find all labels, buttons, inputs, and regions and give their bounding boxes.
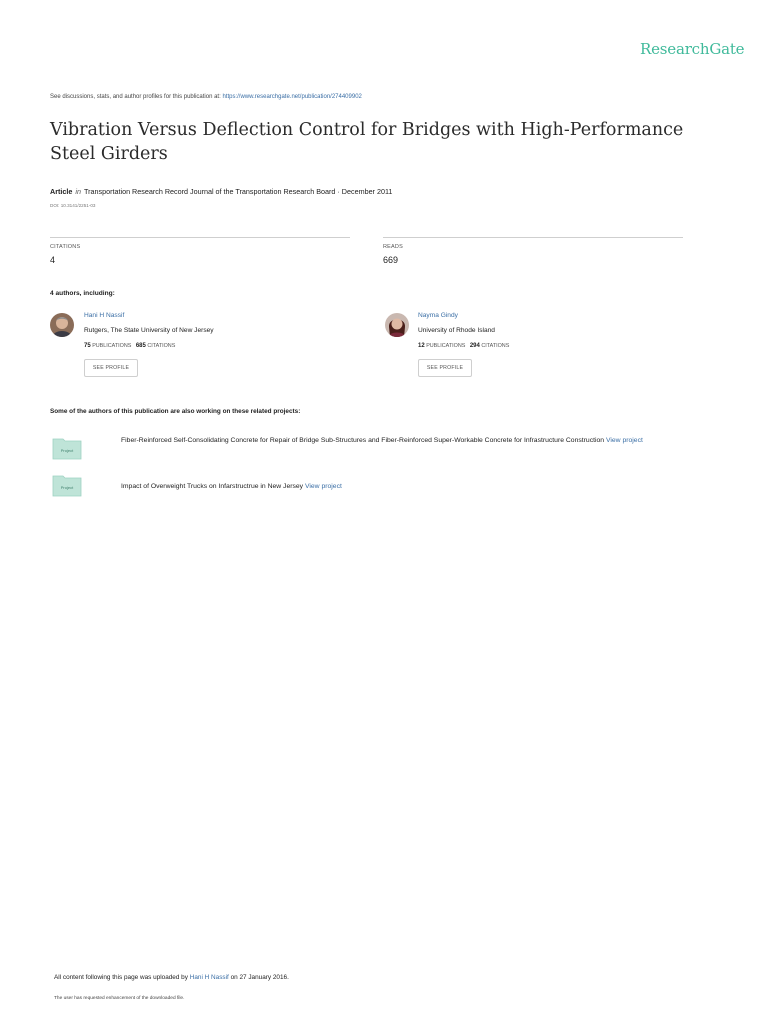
view-project-link[interactable]: View project xyxy=(605,437,643,444)
article-in: in xyxy=(75,187,81,196)
author-publications-label: PUBLICATIONS xyxy=(92,343,132,349)
project-icon-label: Project xyxy=(60,485,74,490)
enhancement-note: The user has requested enhancement of the downloaded file. xyxy=(54,996,185,1001)
project-icon xyxy=(52,436,82,460)
project-icon-label: Project xyxy=(60,448,74,453)
reads-value: 669 xyxy=(383,255,399,265)
author-citations-count: 685 xyxy=(135,343,146,349)
project-item xyxy=(121,434,701,447)
project-icon xyxy=(52,473,82,497)
reads-label: READS xyxy=(383,244,403,250)
author-publications-label: PUBLICATIONS xyxy=(426,343,466,349)
author-affiliation: University of Rhode Island xyxy=(418,327,495,334)
see-profile-button[interactable]: SEE PROFILE xyxy=(84,359,138,377)
author-citations-label: CITATIONS xyxy=(147,343,176,349)
upload-suffix: on 27 January 2016. xyxy=(228,974,289,981)
article-kind: Article xyxy=(50,187,73,196)
article-source xyxy=(50,187,392,196)
publication-title: Vibration Versus Deflection Control for Bridges with High-Performance Steel Girders xyxy=(50,120,684,164)
project-item xyxy=(121,480,701,493)
author-stats xyxy=(418,343,509,349)
authors-heading: 4 authors, including: xyxy=(50,290,115,297)
author-name-link[interactable]: Hani H Nassif xyxy=(84,312,125,319)
discussion-intro xyxy=(50,94,362,100)
avatar-hani-nassif[interactable] xyxy=(50,313,74,337)
researchgate-logo[interactable]: ResearchGate xyxy=(640,40,745,58)
see-profile-button[interactable]: SEE PROFILE xyxy=(418,359,472,377)
author-affiliation: Rutgers, The State University of New Jersey xyxy=(84,327,214,334)
reads-divider xyxy=(383,237,683,238)
intro-text: See discussions, stats, and author profiles for this publication at: xyxy=(50,94,223,100)
uploader-link[interactable]: Hani H Nassif xyxy=(189,974,229,981)
citations-divider xyxy=(50,237,350,238)
citations-label: CITATIONS xyxy=(50,244,81,250)
author-publications-count: 75 xyxy=(84,343,91,349)
author-publications-count: 12 xyxy=(418,343,425,349)
citations-value: 4 xyxy=(50,255,56,265)
journal-name: Transportation Research Record Journal of the Transportation Research Board · December 2011 xyxy=(83,187,393,196)
author-citations-count: 294 xyxy=(469,343,480,349)
related-projects-heading: Some of the authors of this publication are also working on these related projects: xyxy=(50,408,301,415)
view-project-link[interactable]: View project xyxy=(304,483,342,490)
upload-notice xyxy=(54,974,289,981)
doi: DOI: 10.3141/2251-03 xyxy=(50,203,96,208)
avatar-nayma-gindy[interactable] xyxy=(385,313,409,337)
project-title: Fiber-Reinforced Self-Consolidating Concrete for Repair of Bridge Sub-Structures and Fiber-Reinforced Super-Workable Concrete for Infrastructure Construction xyxy=(121,437,606,444)
author-citations-label: CITATIONS xyxy=(481,343,510,349)
author-stats xyxy=(84,343,175,349)
upload-prefix: All content following this page was uploaded by xyxy=(54,974,190,981)
publication-url-link[interactable]: https://www.researchgate.net/publication/274409902 xyxy=(222,94,362,100)
author-name-link[interactable]: Nayma Gindy xyxy=(418,312,458,319)
project-title: Impact of Overweight Trucks on Infarstructrue in New Jersey xyxy=(121,483,305,490)
